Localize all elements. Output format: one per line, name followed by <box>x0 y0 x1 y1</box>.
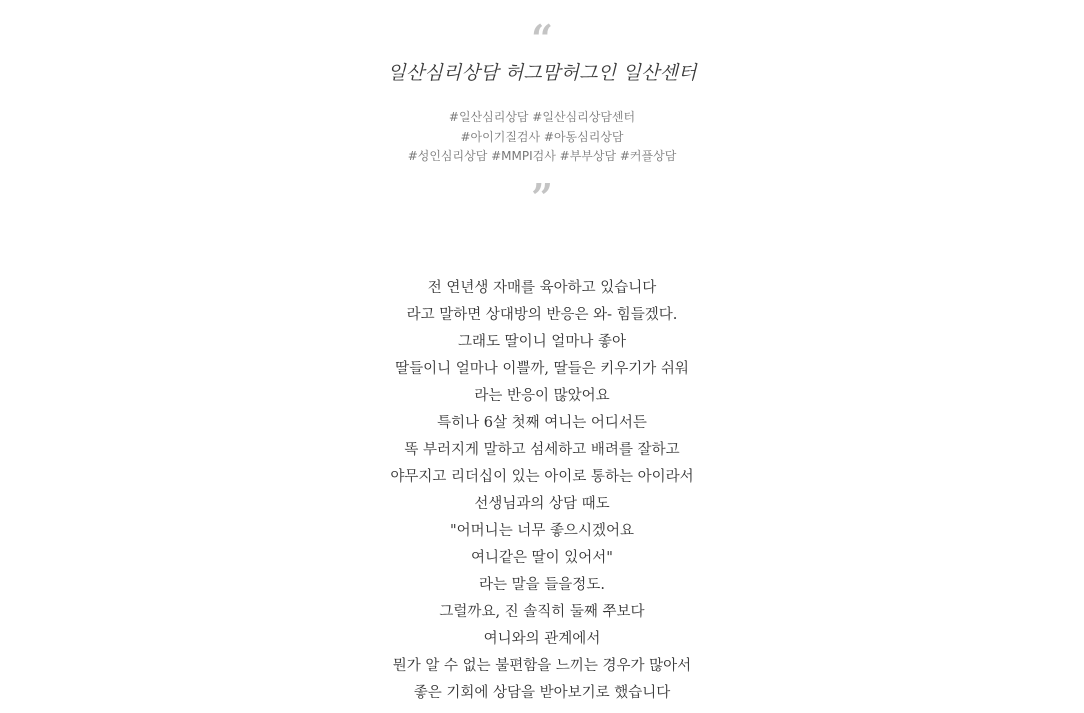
hashtag-line: #일산심리상담 #일산심리상담센터 <box>448 110 636 124</box>
hashtag-line: #아이기질검사 #아동심리상담 <box>460 129 624 144</box>
quote-title: 일산심리상담 허그맘허그인 일산센터 <box>387 62 697 84</box>
body-line: 특히나 6살 첫째 여니는 어디서든 <box>437 415 647 431</box>
body-line: 여니같은 딸이 있어서" <box>471 550 613 566</box>
hashtag-list <box>0 108 1084 167</box>
body-line: 라고 말하면 상대방의 반응은 와- 힘들겠다. <box>406 307 678 323</box>
body-line: 여니와의 관계에서 <box>483 631 601 647</box>
quote-block <box>0 18 1084 207</box>
body-line: 야무지고 리더십이 있는 아이로 통하는 아이라서 <box>390 469 694 485</box>
body-line: 딸들이니 얼마나 이쁠까, 딸들은 키우기가 쉬워 <box>395 361 689 377</box>
body-line: 라는 반응이 많았어요 <box>474 388 610 404</box>
body-line: 좋은 기회에 상담을 받아보기로 했습니다 <box>413 685 671 701</box>
body-line: 그래도 딸이니 얼마나 좋아 <box>458 334 626 350</box>
hashtag-line: #성인심리상담 #MMPI검사 #부부상담 #커플상담 <box>407 149 677 163</box>
body-line: 라는 말을 들을정도. <box>479 577 605 593</box>
body-line: "어머니는 너무 좋으시겠어요 <box>450 523 634 539</box>
body-line: 그럴까요, 진 솔직히 둘째 쭈보다 <box>439 604 645 620</box>
post-body <box>0 275 1084 707</box>
body-line: 똑 부러지게 말하고 섬세하고 배려를 잘하고 <box>404 442 680 458</box>
close-quote-icon: ” <box>531 178 553 207</box>
body-line: 선생님과의 상담 때도 <box>474 496 610 512</box>
open-quote-icon: “ <box>531 18 553 48</box>
body-line: 전 연년생 자매를 육아하고 있습니다 <box>427 280 657 296</box>
body-line: 뭔가 알 수 없는 불편함을 느끼는 경우가 많아서 <box>392 658 692 674</box>
